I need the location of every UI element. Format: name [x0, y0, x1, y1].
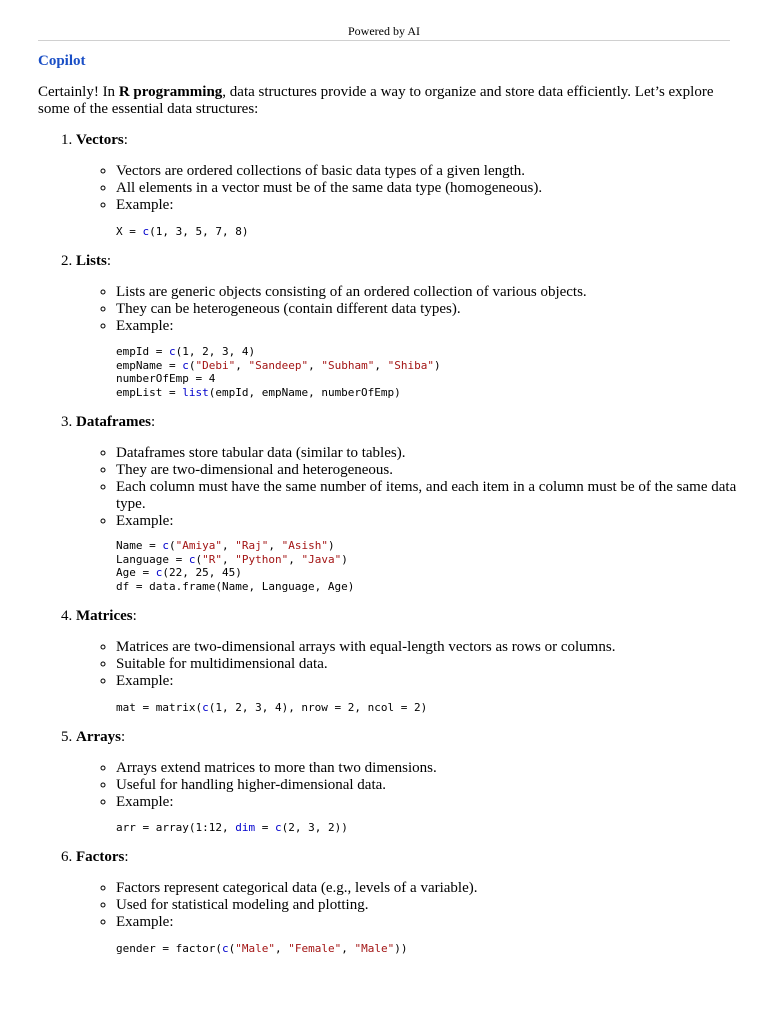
code-text: (	[168, 539, 176, 552]
code-string: "Sandeep"	[248, 358, 309, 372]
code-text: )	[433, 358, 441, 372]
code-text: arr = array(1:12,	[116, 821, 236, 834]
code-block-vectors	[116, 225, 248, 239]
code-string: "R"	[202, 552, 222, 566]
bullet-item: ◦ Each column must have the same number of items, and each item in a column must be of the same data type.	[116, 479, 751, 513]
code-string: "Amiya"	[175, 539, 222, 552]
code-function: c	[182, 358, 189, 372]
bullet-item: ◦ Example:	[116, 513, 751, 530]
code-string: "Python"	[235, 552, 289, 566]
bullet-item: ◦ Vectors are ordered collections of basic data types of a given length.	[116, 163, 751, 180]
code-text: ,	[235, 358, 249, 372]
code-text: )	[341, 552, 348, 566]
section-bullets-factors	[98, 880, 751, 931]
code-text: ))	[394, 942, 408, 955]
section-name: Arrays	[76, 729, 121, 745]
copilot-title: Copilot	[38, 53, 86, 69]
code-text: empId =	[116, 345, 169, 358]
code-block-dataframes	[116, 539, 354, 594]
intro-bold: R programming	[118, 84, 223, 100]
code-block-arrays	[116, 821, 348, 835]
code-string: "Asish"	[281, 539, 328, 552]
bullet-item: ◦ Example:	[116, 318, 751, 335]
code-string: "Female"	[288, 942, 342, 955]
bullet-item: ◦ Suitable for multidimensional data.	[116, 656, 751, 673]
code-function: list	[182, 386, 209, 400]
code-function: c	[188, 552, 196, 566]
code-text: (1, 2, 3, 4), nrow = 2, ncol = 2)	[208, 701, 428, 714]
bullet-item: ◦ Dataframes store tabular data (similar to tables).	[116, 445, 751, 462]
code-text: empName =	[116, 358, 183, 372]
section-number: 5.	[61, 729, 73, 745]
code-line	[116, 372, 215, 385]
code-text: ,	[288, 552, 302, 566]
section-title-factors: 6. Factors:	[61, 849, 129, 865]
code-text: ,	[308, 358, 322, 372]
code-text: ,	[274, 942, 289, 955]
code-function: c	[162, 539, 169, 552]
code-line	[116, 225, 248, 238]
code-text: X =	[116, 225, 143, 238]
section-number: 1.	[61, 132, 73, 148]
code-string: "Male"	[354, 942, 395, 955]
section-name: Factors	[76, 849, 125, 865]
code-line	[116, 580, 354, 593]
code-text: (1, 3, 5, 7, 8)	[149, 225, 249, 238]
bullet-item: ◦ Example:	[116, 197, 751, 214]
code-line	[116, 386, 401, 399]
code-text: (1, 2, 3, 4)	[175, 345, 256, 358]
code-line	[116, 942, 407, 955]
section-title-arrays: 5. Arrays:	[61, 729, 126, 745]
code-text: Age =	[116, 566, 156, 580]
code-string: "Java"	[301, 552, 342, 566]
code-function: c	[274, 821, 282, 834]
code-string: "Debi"	[195, 358, 236, 372]
intro-suffix: , data structures provide a way to organize and store data efficiently. Let’s explore some of the essential data structures:	[38, 84, 714, 117]
code-block-factors	[116, 942, 407, 956]
code-function: dim	[235, 821, 256, 834]
code-string: "Raj"	[235, 539, 269, 552]
code-text: mat = matrix(	[116, 701, 203, 714]
bullet-item: ◦ Example:	[116, 914, 751, 931]
code-function: c	[142, 225, 150, 238]
code-line	[116, 345, 255, 358]
code-function: c	[168, 345, 176, 358]
code-function: c	[202, 701, 209, 714]
bullet-item: ◦ Factors represent categorical data (e.g., levels of a variable).	[116, 880, 751, 897]
section-name: Dataframes	[76, 414, 151, 430]
section-title-dataframes: 3. Dataframes:	[61, 414, 156, 430]
code-block-lists	[116, 345, 441, 400]
bullet-item: ◦ They can be heterogeneous (contain different data types).	[116, 301, 751, 318]
code-text: ,	[374, 358, 388, 372]
code-text: ,	[221, 539, 236, 552]
section-name: Lists	[76, 253, 107, 269]
section-number: 2.	[61, 253, 73, 269]
code-line	[116, 553, 348, 566]
code-text: empList =	[116, 386, 183, 400]
section-number: 3.	[61, 414, 73, 430]
section-title-vectors: 1. Vectors:	[61, 132, 128, 148]
code-string: "Male"	[235, 942, 275, 955]
section-bullets-lists	[98, 284, 751, 335]
bullet-item: ◦ Example:	[116, 673, 751, 690]
bullet-item: ◦ Arrays extend matrices to more than two dimensions.	[116, 760, 751, 777]
code-line	[116, 701, 427, 714]
code-block-matrices	[116, 701, 427, 715]
code-text: (2, 3, 2))	[281, 821, 348, 834]
bullet-item: ◦ Useful for handling higher-dimensional data.	[116, 777, 751, 794]
code-text: (	[228, 942, 236, 955]
code-text: df = data.frame(Name, Language, Age)	[116, 580, 355, 594]
intro-prefix: Certainly! In	[38, 84, 119, 100]
section-name: Vectors	[76, 132, 124, 148]
section-title-lists: 2. Lists:	[61, 253, 112, 269]
intro-paragraph	[38, 84, 730, 118]
code-line	[116, 566, 242, 579]
code-line	[116, 359, 441, 372]
bullet-item: ◦ Lists are generic objects consisting of an ordered collection of various objects.	[116, 284, 751, 301]
section-bullets-dataframes	[98, 445, 751, 530]
code-string: "Subham"	[321, 358, 375, 372]
bullet-item: ◦ They are two-dimensional and heterogeneous.	[116, 462, 751, 479]
bullet-item: ◦ All elements in a vector must be of the same data type (homogeneous).	[116, 180, 751, 197]
section-bullets-matrices	[98, 639, 751, 690]
bullet-item: ◦ Matrices are two-dimensional arrays with equal-length vectors as rows or columns.	[116, 639, 751, 656]
code-line	[116, 821, 348, 834]
section-bullets-arrays	[98, 760, 751, 811]
code-text: Name =	[116, 539, 163, 552]
code-text: (22, 25, 45)	[162, 566, 242, 580]
code-string: "Shiba"	[387, 358, 434, 372]
code-text: ,	[268, 539, 282, 552]
bullet-item: ◦ Example:	[116, 794, 751, 811]
section-title-matrices: 4. Matrices:	[61, 608, 137, 624]
section-number: 4.	[61, 608, 73, 624]
code-function: c	[221, 942, 229, 955]
code-text: gender = factor(	[116, 942, 222, 955]
powered-by-header: Powered by AI	[38, 24, 730, 41]
bullet-item: ◦ Used for statistical modeling and plotting.	[116, 897, 751, 914]
code-text: ,	[221, 552, 236, 566]
code-text: =	[255, 821, 275, 834]
code-text: )	[327, 539, 335, 552]
code-text: numberOfEmp = 4	[116, 372, 216, 386]
code-line	[116, 539, 335, 552]
section-name: Matrices	[76, 608, 133, 624]
code-text: (	[188, 358, 196, 372]
code-function: c	[155, 566, 163, 580]
code-text: Language =	[116, 552, 189, 566]
code-text: ,	[341, 942, 355, 955]
code-text: (empId, empName, numberOfEmp)	[208, 386, 401, 400]
section-bullets-vectors	[98, 163, 751, 214]
code-text: (	[195, 552, 203, 566]
section-number: 6.	[61, 849, 73, 865]
